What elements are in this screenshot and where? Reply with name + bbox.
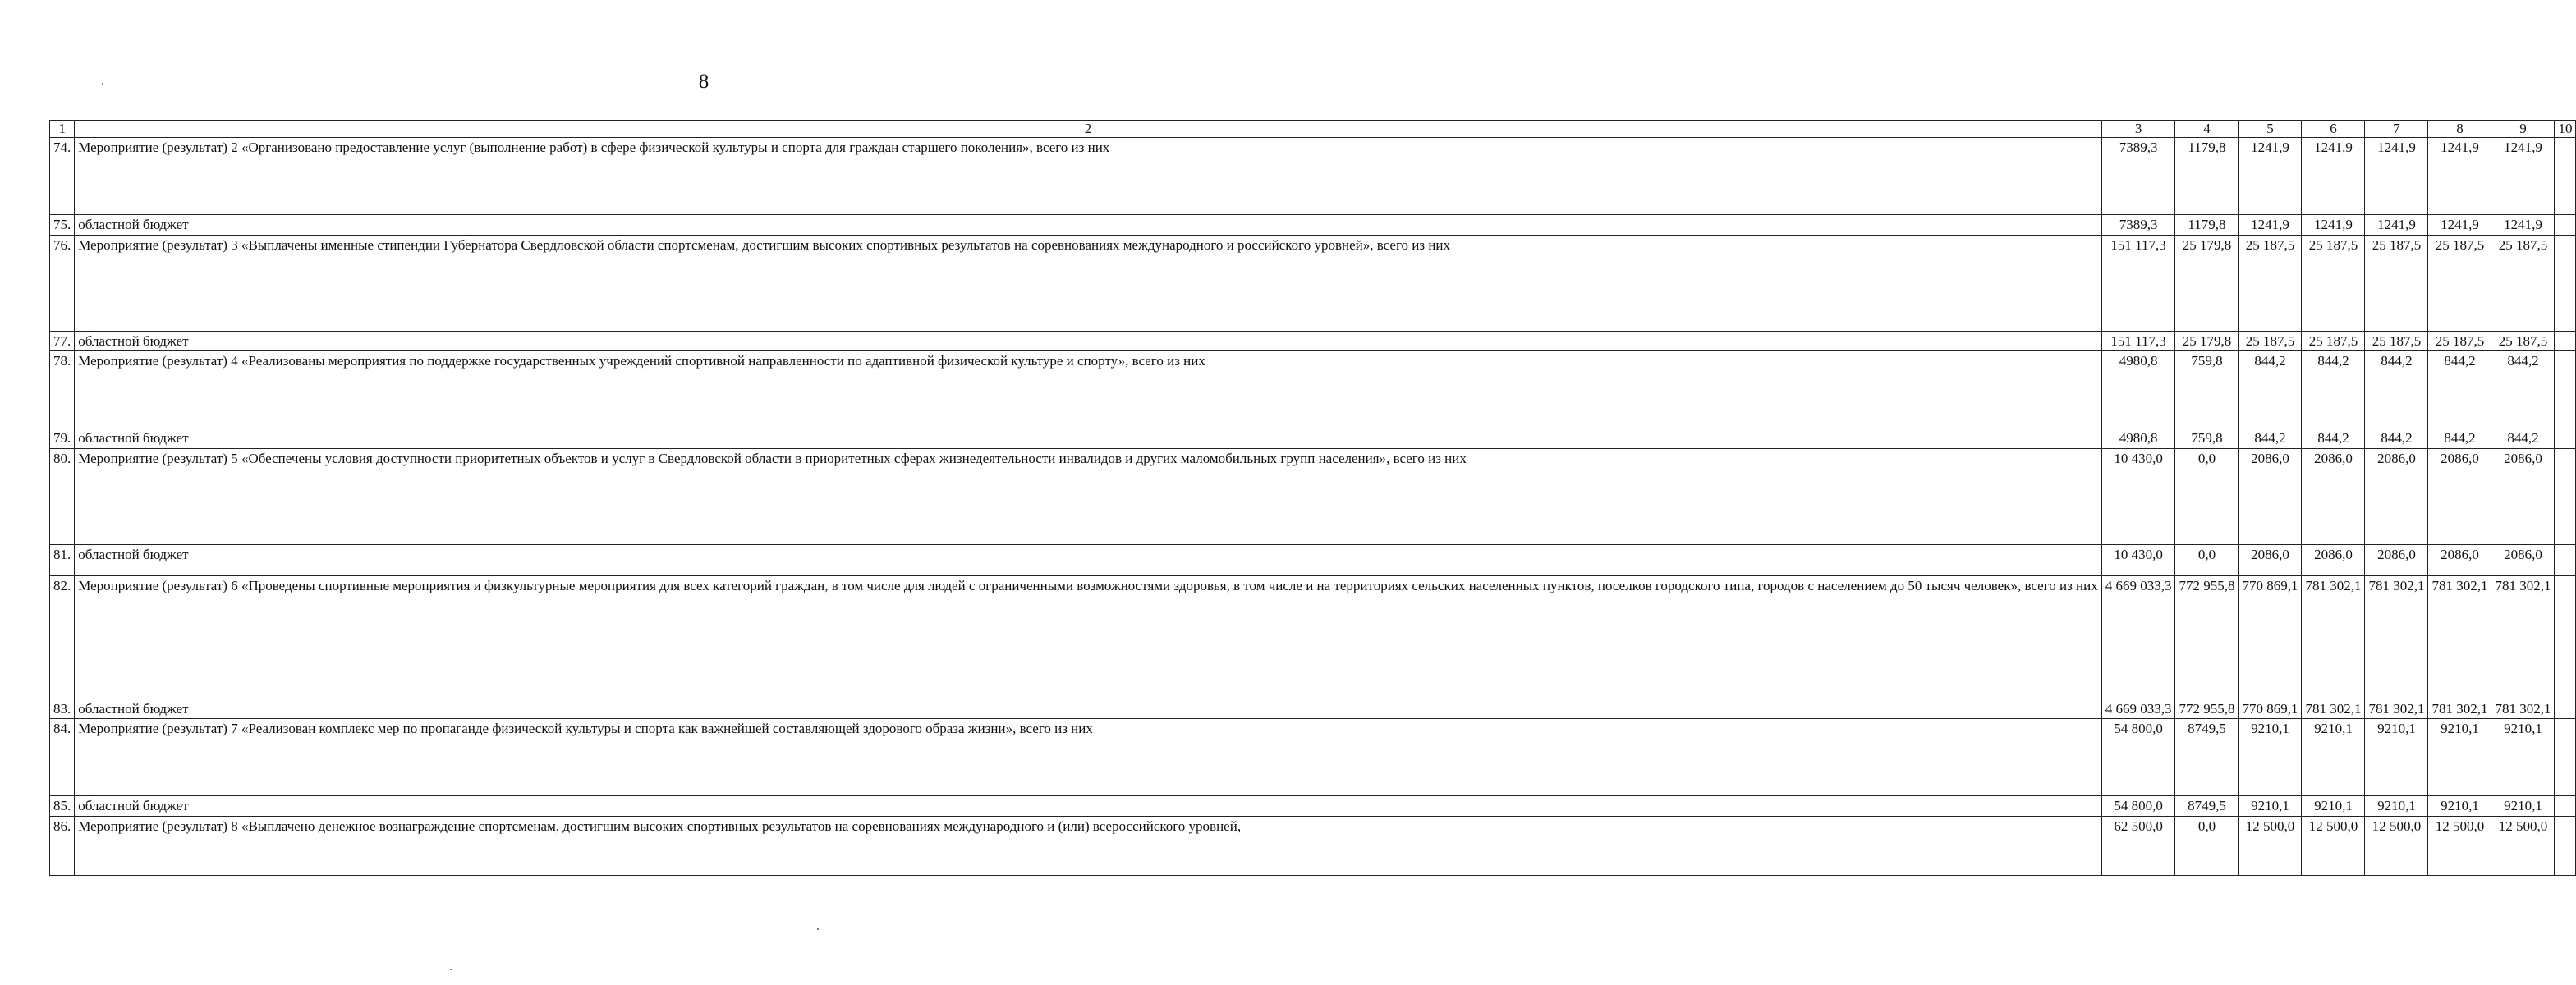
- value-cell-col-9: 9210,1: [2491, 719, 2555, 796]
- value-cell-col-7: 2086,0: [2365, 448, 2428, 544]
- value-cell-col-6: 1241,9: [2302, 138, 2365, 215]
- value-cell-col-4: 8749,5: [2175, 796, 2239, 817]
- row-description: Мероприятие (результат) 6 «Проведены спортивные мероприятия и физкультурные мероприятия для всех категорий граждан, в том числе для людей с ограниченными возможностями здоровья, в том числе и на территориях сельских населенных пунктов, поселков городского типа, городов с населением до 50 тысяч человек», всего из них: [75, 575, 2101, 699]
- value-cell-col-4: 0,0: [2175, 544, 2239, 575]
- value-cell-col-5: 770 869,1: [2239, 699, 2302, 719]
- value-cell-col-10: [2555, 235, 2576, 331]
- value-cell-col-9: 781 302,1: [2491, 699, 2555, 719]
- value-cell-col-9: 1241,9: [2491, 138, 2555, 215]
- row-description: областной бюджет: [75, 331, 2101, 351]
- value-cell-col-8: 1241,9: [2428, 215, 2491, 236]
- value-cell-col-5: 25 187,5: [2239, 331, 2302, 351]
- row-number: 82.: [50, 575, 75, 699]
- table-row: [50, 428, 2576, 449]
- value-cell-col-7: 9210,1: [2365, 796, 2428, 817]
- value-cell-col-6: 12 500,0: [2302, 816, 2365, 875]
- value-cell-col-8: 25 187,5: [2428, 235, 2491, 331]
- table-row: [50, 235, 2576, 331]
- row-number: 76.: [50, 235, 75, 331]
- row-description: Мероприятие (результат) 8 «Выплачено денежное вознаграждение спортсменам, достигшим высоких спортивных результатов на соревнованиях международного и (или) всероссийского уровней,: [75, 816, 2101, 875]
- value-cell-col-6: 844,2: [2302, 428, 2365, 449]
- value-cell-col-10: [2555, 331, 2576, 351]
- row-description: областной бюджет: [75, 215, 2101, 236]
- row-description: Мероприятие (результат) 4 «Реализованы мероприятия по поддержке государственных учреждений спортивной направленности по адаптивной физической культуре и спорту», всего из них: [75, 351, 2101, 428]
- value-cell-col-6: 2086,0: [2302, 544, 2365, 575]
- value-cell-col-3: 4 669 033,3: [2101, 699, 2175, 719]
- value-cell-col-9: 781 302,1: [2491, 575, 2555, 699]
- value-cell-col-9: 25 187,5: [2491, 235, 2555, 331]
- value-cell-col-3: 4 669 033,3: [2101, 575, 2175, 699]
- value-cell-col-5: 2086,0: [2239, 544, 2302, 575]
- value-cell-col-8: 781 302,1: [2428, 575, 2491, 699]
- value-cell-col-10: [2555, 138, 2576, 215]
- value-cell-col-9: 12 500,0: [2491, 816, 2555, 875]
- value-cell-col-5: 844,2: [2239, 351, 2302, 428]
- value-cell-col-6: 844,2: [2302, 351, 2365, 428]
- table-body: [50, 121, 2576, 876]
- value-cell-col-3: 10 430,0: [2101, 448, 2175, 544]
- row-number: 80.: [50, 448, 75, 544]
- value-cell-col-7: 1241,9: [2365, 138, 2428, 215]
- value-cell-col-8: 9210,1: [2428, 796, 2491, 817]
- row-description: областной бюджет: [75, 699, 2101, 719]
- value-cell-col-6: 9210,1: [2302, 796, 2365, 817]
- value-cell-col-6: 781 302,1: [2302, 575, 2365, 699]
- row-number: 74.: [50, 138, 75, 215]
- value-cell-col-8: 9210,1: [2428, 719, 2491, 796]
- value-cell-col-3: 54 800,0: [2101, 719, 2175, 796]
- value-cell-col-4: 25 179,8: [2175, 331, 2239, 351]
- value-cell-col-3: 4980,8: [2101, 428, 2175, 449]
- value-cell-col-4: 772 955,8: [2175, 699, 2239, 719]
- value-cell-col-3: 151 117,3: [2101, 331, 2175, 351]
- value-cell-col-5: 9210,1: [2239, 719, 2302, 796]
- row-description: Мероприятие (результат) 3 «Выплачены именные стипендии Губернатора Свердловской области спортсменам, достигшим высоких спортивных результатов на соревнованиях международного и российского уровней», всего из них: [75, 235, 2101, 331]
- value-cell-col-8: 2086,0: [2428, 448, 2491, 544]
- value-cell-col-4: 759,8: [2175, 351, 2239, 428]
- table-row: [50, 575, 2576, 699]
- value-cell-col-10: [2555, 544, 2576, 575]
- row-number: 84.: [50, 719, 75, 796]
- value-cell-col-10: [2555, 428, 2576, 449]
- page-number: 8: [698, 71, 709, 93]
- scan-speck: [450, 969, 452, 970]
- value-cell-col-3: 7389,3: [2101, 138, 2175, 215]
- scan-speck: [102, 83, 103, 85]
- value-cell-col-6: 25 187,5: [2302, 235, 2365, 331]
- column-header: 9: [2491, 121, 2555, 138]
- row-number: 79.: [50, 428, 75, 449]
- value-cell-col-5: 12 500,0: [2239, 816, 2302, 875]
- table-row: [50, 796, 2576, 817]
- value-cell-col-4: 1179,8: [2175, 138, 2239, 215]
- row-description: Мероприятие (результат) 2 «Организовано предоставление услуг (выполнение работ) в сфере физической культуры и спорта для граждан старшего поколения», всего из них: [75, 138, 2101, 215]
- value-cell-col-7: 844,2: [2365, 428, 2428, 449]
- column-header: 5: [2239, 121, 2302, 138]
- value-cell-col-5: 1241,9: [2239, 138, 2302, 215]
- value-cell-col-10: [2555, 816, 2576, 875]
- value-cell-col-8: 25 187,5: [2428, 331, 2491, 351]
- value-cell-col-3: 151 117,3: [2101, 235, 2175, 331]
- value-cell-col-6: 9210,1: [2302, 719, 2365, 796]
- scan-speck: [817, 928, 819, 930]
- value-cell-col-6: 1241,9: [2302, 215, 2365, 236]
- value-cell-col-5: 770 869,1: [2239, 575, 2302, 699]
- value-cell-col-10: [2555, 448, 2576, 544]
- value-cell-col-4: 25 179,8: [2175, 235, 2239, 331]
- table-row: [50, 719, 2576, 796]
- table-row: [50, 138, 2576, 215]
- value-cell-col-7: 25 187,5: [2365, 331, 2428, 351]
- row-number: 78.: [50, 351, 75, 428]
- row-description: областной бюджет: [75, 544, 2101, 575]
- value-cell-col-8: 844,2: [2428, 351, 2491, 428]
- value-cell-col-7: 25 187,5: [2365, 235, 2428, 331]
- value-cell-col-10: [2555, 796, 2576, 817]
- table-row: [50, 699, 2576, 719]
- value-cell-col-6: 2086,0: [2302, 448, 2365, 544]
- row-number: 83.: [50, 699, 75, 719]
- value-cell-col-6: 781 302,1: [2302, 699, 2365, 719]
- value-cell-col-10: [2555, 575, 2576, 699]
- value-cell-col-5: 844,2: [2239, 428, 2302, 449]
- row-description: Мероприятие (результат) 5 «Обеспечены условия доступности приоритетных объектов и услуг в Свердловской области в приоритетных сферах жизнедеятельности инвалидов и других маломобильных групп населения», всего из них: [75, 448, 2101, 544]
- row-number: 86.: [50, 816, 75, 875]
- value-cell-col-7: 12 500,0: [2365, 816, 2428, 875]
- value-cell-col-5: 9210,1: [2239, 796, 2302, 817]
- value-cell-col-8: 12 500,0: [2428, 816, 2491, 875]
- value-cell-col-9: 2086,0: [2491, 448, 2555, 544]
- value-cell-col-5: 1241,9: [2239, 215, 2302, 236]
- value-cell-col-9: 844,2: [2491, 351, 2555, 428]
- row-number: 77.: [50, 331, 75, 351]
- value-cell-col-4: 759,8: [2175, 428, 2239, 449]
- row-description: областной бюджет: [75, 428, 2101, 449]
- row-description: областной бюджет: [75, 796, 2101, 817]
- value-cell-col-4: 0,0: [2175, 816, 2239, 875]
- value-cell-col-8: 844,2: [2428, 428, 2491, 449]
- row-description: Мероприятие (результат) 7 «Реализован комплекс мер по пропаганде физической культуры и спорта как важнейшей составляющей здорового образа жизни», всего из них: [75, 719, 2101, 796]
- value-cell-col-8: 1241,9: [2428, 138, 2491, 215]
- column-header: 2: [75, 121, 2101, 138]
- column-header: 1: [50, 121, 75, 138]
- column-header: 6: [2302, 121, 2365, 138]
- value-cell-col-3: 7389,3: [2101, 215, 2175, 236]
- value-cell-col-9: 1241,9: [2491, 215, 2555, 236]
- column-header: 3: [2101, 121, 2175, 138]
- value-cell-col-10: [2555, 215, 2576, 236]
- value-cell-col-7: 2086,0: [2365, 544, 2428, 575]
- row-number: 75.: [50, 215, 75, 236]
- value-cell-col-7: 9210,1: [2365, 719, 2428, 796]
- value-cell-col-4: 8749,5: [2175, 719, 2239, 796]
- value-cell-col-9: 9210,1: [2491, 796, 2555, 817]
- budget-table: [49, 120, 2576, 876]
- column-header: 7: [2365, 121, 2428, 138]
- value-cell-col-3: 62 500,0: [2101, 816, 2175, 875]
- value-cell-col-3: 10 430,0: [2101, 544, 2175, 575]
- table-row: [50, 331, 2576, 351]
- row-number: 81.: [50, 544, 75, 575]
- table-row: [50, 351, 2576, 428]
- value-cell-col-4: 0,0: [2175, 448, 2239, 544]
- value-cell-col-10: [2555, 351, 2576, 428]
- value-cell-col-9: 2086,0: [2491, 544, 2555, 575]
- value-cell-col-4: 772 955,8: [2175, 575, 2239, 699]
- value-cell-col-10: [2555, 719, 2576, 796]
- table-row: [50, 816, 2576, 875]
- row-number: 85.: [50, 796, 75, 817]
- value-cell-col-7: 781 302,1: [2365, 575, 2428, 699]
- value-cell-col-9: 844,2: [2491, 428, 2555, 449]
- column-header: 10: [2555, 121, 2576, 138]
- value-cell-col-5: 2086,0: [2239, 448, 2302, 544]
- value-cell-col-7: 781 302,1: [2365, 699, 2428, 719]
- value-cell-col-4: 1179,8: [2175, 215, 2239, 236]
- value-cell-col-6: 25 187,5: [2302, 331, 2365, 351]
- value-cell-col-5: 25 187,5: [2239, 235, 2302, 331]
- value-cell-col-3: 54 800,0: [2101, 796, 2175, 817]
- value-cell-col-3: 4980,8: [2101, 351, 2175, 428]
- value-cell-col-7: 844,2: [2365, 351, 2428, 428]
- value-cell-col-8: 2086,0: [2428, 544, 2491, 575]
- column-header: 4: [2175, 121, 2239, 138]
- header-row: [50, 121, 2576, 138]
- value-cell-col-8: 781 302,1: [2428, 699, 2491, 719]
- value-cell-col-7: 1241,9: [2365, 215, 2428, 236]
- table-row: [50, 448, 2576, 544]
- table-row: [50, 215, 2576, 236]
- table-row: [50, 544, 2576, 575]
- value-cell-col-10: [2555, 699, 2576, 719]
- column-header: 8: [2428, 121, 2491, 138]
- value-cell-col-9: 25 187,5: [2491, 331, 2555, 351]
